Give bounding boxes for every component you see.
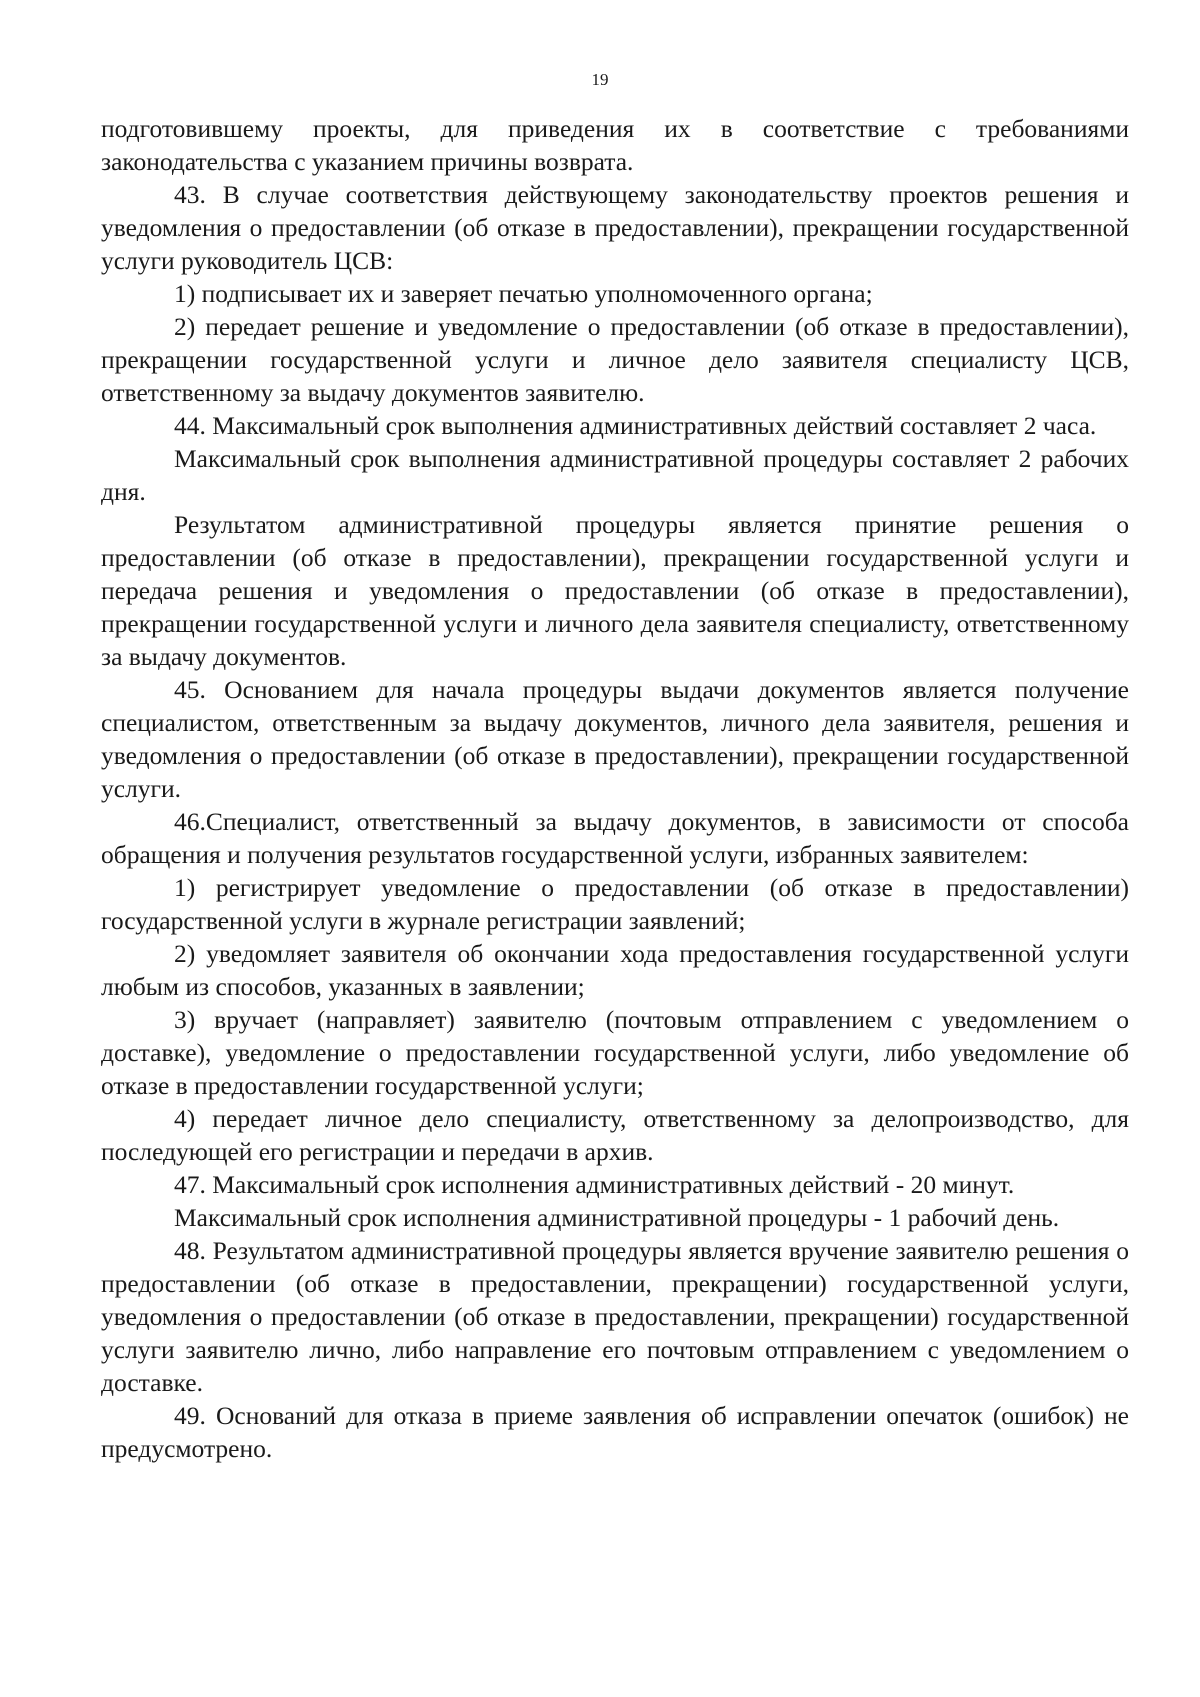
paragraph: 48. Результатом административной процедуры является вручение заявителю решения о предоставлении (об отказе в предоставлении, прекращении) государственной услуги, уведомления о предоставлении (об отказе в предоставлении, прекращении) государственной услуги заявителю лично, либо направление его почтовым отправлением с уведомлением о доставке. bbox=[101, 1236, 1129, 1397]
list-item: 3) вручает (направляет) заявителю (почтовым отправлением с уведомлением о доставке), уведомление о предоставлении государственной услуги, либо уведомление об отказе в предоставлении государственной услуги; bbox=[101, 1005, 1129, 1100]
paragraph: Максимальный срок выполнения административной процедуры составляет 2 рабочих дня. bbox=[101, 444, 1129, 506]
list-item: 2) передает решение и уведомление о предоставлении (об отказе в предоставлении), прекращении государственной услуги и личное дело заявителя специалисту ЦСВ, ответственному за выдачу документов заявителю. bbox=[101, 312, 1129, 407]
list-item: 1) регистрирует уведомление о предоставлении (об отказе в предоставлении) государственной услуги в журнале регистрации заявлений; bbox=[101, 873, 1129, 935]
paragraph: 44. Максимальный срок выполнения административных действий составляет 2 часа. bbox=[174, 411, 1097, 440]
list-item: 2) уведомляет заявителя об окончании хода предоставления государственной услуги любым из способов, указанных в заявлении; bbox=[101, 939, 1129, 1001]
list-item: 4) передает личное дело специалисту, ответственному за делопроизводство, для последующей его регистрации и передачи в архив. bbox=[101, 1104, 1129, 1166]
paragraph: 45. Основанием для начала процедуры выдачи документов является получение специалистом, ответственным за выдачу документов, личного дела заявителя, решения и уведомления о предоставлении (об отказе в предоставлении), прекращении государственной услуги. bbox=[101, 675, 1129, 803]
paragraph: Максимальный срок исполнения административной процедуры - 1 рабочий день. bbox=[174, 1203, 1060, 1232]
paragraph: 46.Специалист, ответственный за выдачу документов, в зависимости от способа обращения и получения результатов государственной услуги, избранных заявителем: bbox=[101, 807, 1129, 869]
page-number: 19 bbox=[591, 70, 609, 89]
paragraph: 49. Оснований для отказа в приеме заявления об исправлении опечаток (ошибок) не предусмотрено. bbox=[101, 1401, 1129, 1463]
list-item: 1) подписывает их и заверяет печатью уполномоченного органа; bbox=[174, 279, 873, 308]
paragraph: подготовившему проекты, для приведения их в соответствие с требованиями законодательства с указанием причины возврата. bbox=[101, 114, 1129, 176]
paragraph: Результатом административной процедуры является принятие решения о предоставлении (об отказе в предоставлении), прекращении государственной услуги и передача решения и уведомления о предоставлении (об отказе в предоставлении), прекращении государственной услуги и личного дела заявителя специалисту, ответственному за выдачу документов. bbox=[101, 510, 1129, 671]
paragraph: 43. В случае соответствия действующему законодательству проектов решения и уведомления о предоставлении (об отказе в предоставлении), прекращении государственной услуги руководитель ЦСВ: bbox=[101, 180, 1129, 275]
document-body bbox=[101, 112, 1129, 1465]
paragraph: 47. Максимальный срок исполнения административных действий - 20 минут. bbox=[174, 1170, 1015, 1199]
